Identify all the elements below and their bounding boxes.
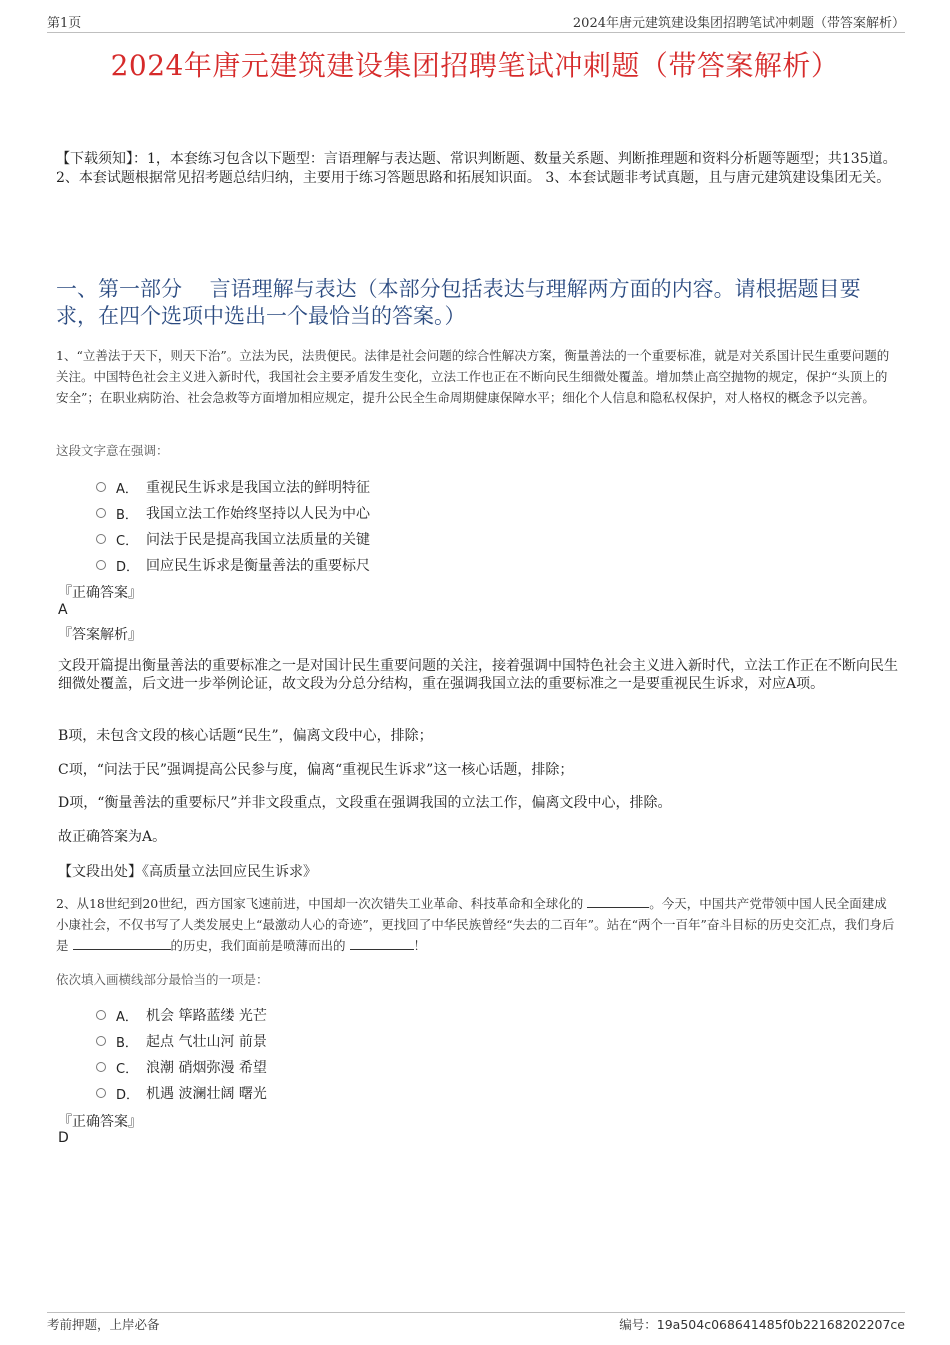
radio-icon[interactable] bbox=[96, 508, 106, 518]
question-2-options bbox=[96, 1002, 267, 1106]
footer-slogan: 考前押题，上岸必备 bbox=[47, 1317, 160, 1332]
radio-icon[interactable] bbox=[96, 1010, 106, 1020]
option-text: 我国立法工作始终坚持以人民为中心 bbox=[146, 506, 370, 522]
footer-code-value: 19a504c068641485f0b22168202207ce bbox=[656, 1317, 905, 1332]
analysis-paragraph: D项，“衡量善法的重要标尺”并非文段重点，文段重在强调我国的立法工作，偏离文段中心，排除。 bbox=[58, 795, 672, 811]
question-1-analysis-label: 『答案解析』 bbox=[58, 627, 142, 643]
fill-blank bbox=[73, 937, 171, 950]
option-letter: D． bbox=[116, 559, 140, 575]
question-2-option-c[interactable] bbox=[96, 1054, 267, 1080]
page-footer bbox=[47, 1312, 905, 1333]
footer-code-label: 编号： bbox=[619, 1317, 657, 1332]
fill-blank bbox=[587, 895, 649, 908]
option-text: 机会 筚路蓝缕 光芒 bbox=[146, 1008, 267, 1024]
download-notice: 【下载须知】：1，本套练习包含以下题型：言语理解与表达题、常识判断题、数量关系题、判断推理题和资料分析题等题型；共135道。 2、本套试题根据常见招考题总结归纳，主要用于练习答题思路和拓展知识面。 3、本套试题非考试真题，且与唐元建筑建设集团无关。 bbox=[56, 151, 897, 186]
question-1-source: 【文段出处】《高质量立法回应民生诉求》 bbox=[58, 864, 317, 880]
option-text: 问法于民是提高我国立法质量的关键 bbox=[146, 532, 370, 548]
page-header bbox=[47, 12, 905, 33]
question-2-text-part: 的历史，我们面前是喷薄而出的 bbox=[170, 938, 346, 953]
question-1-answer: A bbox=[58, 602, 68, 618]
radio-icon[interactable] bbox=[96, 482, 106, 492]
option-text: 回应民生诉求是衡量善法的重要标尺 bbox=[146, 558, 370, 574]
option-letter: B． bbox=[116, 1035, 138, 1051]
option-letter: B． bbox=[116, 507, 138, 523]
question-1-option-a[interactable] bbox=[96, 474, 370, 500]
option-letter: C． bbox=[116, 533, 139, 549]
analysis-conclusion: 故正确答案为A。 bbox=[58, 829, 167, 845]
option-text: 起点 气壮山河 前景 bbox=[146, 1034, 267, 1050]
question-2-text bbox=[56, 893, 898, 956]
radio-icon[interactable] bbox=[96, 1088, 106, 1098]
analysis-paragraph: C项，“问法于民”强调提高公民参与度，偏离“重视民生诉求”这一核心话题，排除； bbox=[58, 762, 574, 778]
footer-code bbox=[619, 1315, 905, 1333]
question-1-option-b[interactable] bbox=[96, 500, 370, 526]
option-letter: A． bbox=[116, 1009, 138, 1025]
option-letter: D． bbox=[116, 1087, 140, 1103]
radio-icon[interactable] bbox=[96, 1036, 106, 1046]
question-1-prompt: 这段文字意在强调： bbox=[56, 443, 169, 458]
question-2-option-d[interactable] bbox=[96, 1080, 267, 1106]
radio-icon[interactable] bbox=[96, 534, 106, 544]
analysis-paragraph: B项，未包含文段的核心话题“民生”，偏离文段中心，排除； bbox=[58, 728, 433, 744]
question-2-option-a[interactable] bbox=[96, 1002, 267, 1028]
page-number: 第1页 bbox=[47, 16, 82, 31]
fill-blank bbox=[350, 937, 414, 950]
document-title: 2024年唐元建筑建设集团招聘笔试冲刺题（带答案解析） bbox=[110, 49, 840, 82]
header-doc-title: 2024年唐元建筑建设集团招聘笔试冲刺题（带答案解析） bbox=[572, 16, 905, 31]
option-letter: C． bbox=[116, 1061, 139, 1077]
radio-icon[interactable] bbox=[96, 560, 106, 570]
analysis-paragraph: 文段开篇提出衡量善法的重要标准之一是对国计民生重要问题的关注，接着强调中国特色社会主义进入新时代，立法工作正在不断向民生细微处覆盖，后文进一步举例论证，故文段为分总分结构，重在强调我国立法的重要标准之一是要重视民生诉求，对应A项。 bbox=[58, 658, 898, 692]
question-2-option-b[interactable] bbox=[96, 1028, 267, 1054]
question-1-option-c[interactable] bbox=[96, 526, 370, 552]
option-text: 重视民生诉求是我国立法的鲜明特征 bbox=[146, 480, 370, 496]
option-text: 浪潮 硝烟弥漫 希望 bbox=[146, 1060, 267, 1076]
section-heading: 一、第一部分 言语理解与表达（本部分包括表达与理解两方面的内容。请根据题目要求，在四个选项中选出一个最恰当的答案。） bbox=[56, 277, 861, 328]
option-letter: A． bbox=[116, 481, 138, 497]
question-2-text-part: 。今天，中国共产党带领中国人民全面建成小康社会，不仅书写了人类发展史上“最激动人心的奇迹”，更找回了中华民族曾经“失去的二百年”。站在“两个一百年”奋斗目标的历史交汇点，我们身后是 bbox=[56, 896, 895, 953]
question-1-option-d[interactable] bbox=[96, 552, 370, 578]
option-text: 机遇 波澜壮阔 曙光 bbox=[146, 1086, 267, 1102]
question-2-answer: D bbox=[58, 1130, 69, 1146]
question-2-text-part: 2、从18世纪到20世纪，西方国家飞速前进，中国却一次次错失工业革命、科技革命和全球化的 bbox=[56, 896, 584, 911]
question-1-text: 1、“立善法于天下，则天下治”。立法为民，法贵便民。法律是社会问题的综合性解决方案，衡量善法的一个重要标准，就是对关系国计民生重要问题的关注。中国特色社会主义进入新时代，我国社会主要矛盾发生变化，立法工作也正在不断向民生细微处覆盖。增加禁止高空抛物的规定，保护“头顶上的安全”；在职业病防治、社会急救等方面增加相应规定，提升公民全生命周期健康保障水平；细化个人信息和隐私权保护，对人格权的概念予以完善。 bbox=[56, 348, 890, 405]
question-1-answer-label: 『正确答案』 bbox=[58, 585, 142, 601]
question-2-text-part: ！ bbox=[413, 938, 427, 953]
question-2-answer-label: 『正确答案』 bbox=[58, 1114, 142, 1130]
question-1-options bbox=[96, 474, 370, 578]
radio-icon[interactable] bbox=[96, 1062, 106, 1072]
question-2-prompt: 依次填入画横线部分最恰当的一项是： bbox=[56, 972, 269, 987]
